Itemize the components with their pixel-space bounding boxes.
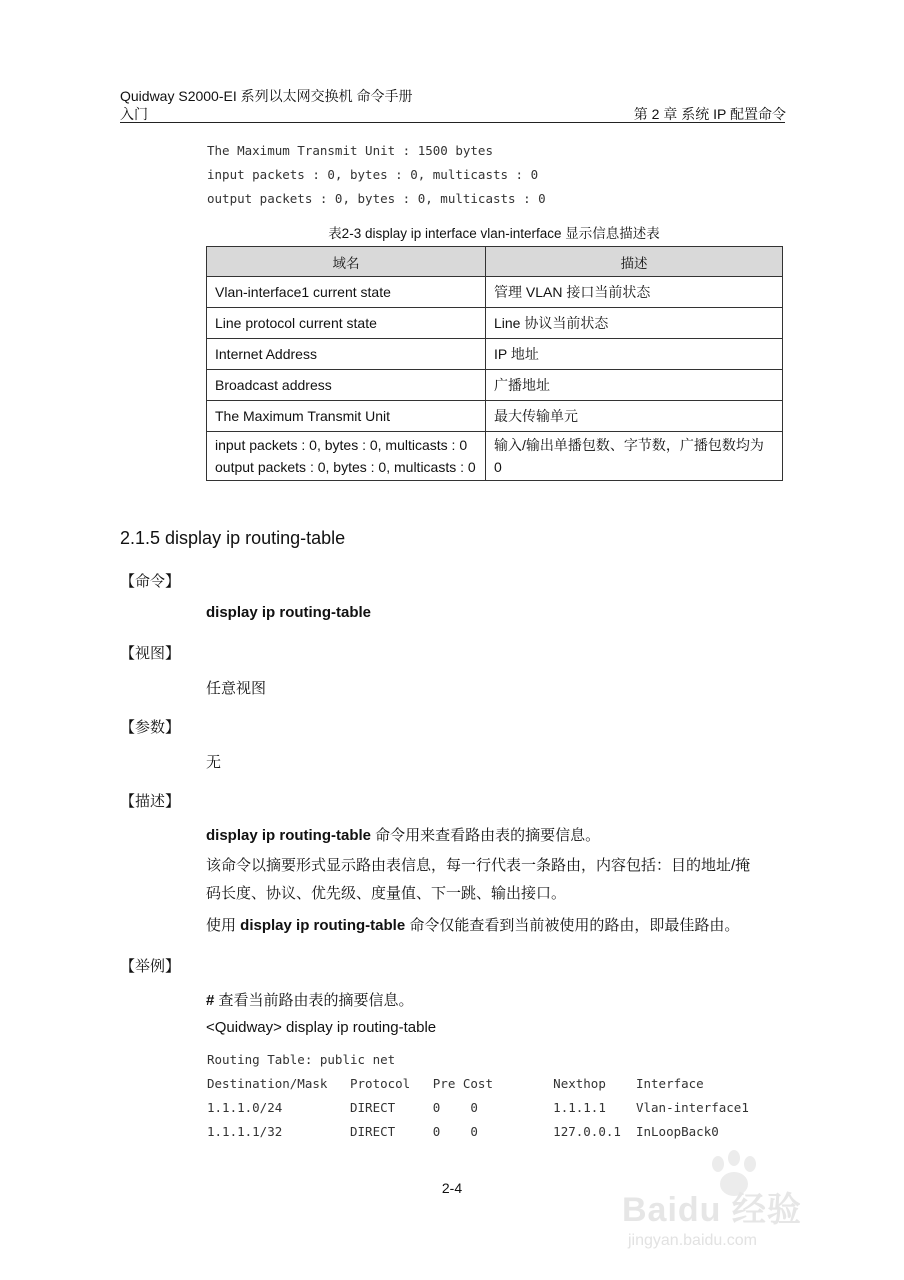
table-row	[207, 370, 783, 401]
table-cell-desc: 管理 VLAN 接口当前状态	[486, 277, 783, 308]
description-paragraph	[206, 914, 739, 935]
command-text: display ip routing-table	[206, 604, 372, 621]
description-paragraph	[206, 824, 600, 845]
command-inline: display ip routing-table	[240, 917, 406, 934]
description-label: 【描述】	[120, 793, 181, 810]
table-cell-field: Internet Address	[207, 339, 486, 370]
table-cell-field: Vlan-interface1 current state	[207, 277, 486, 308]
view-text: 任意视图	[206, 680, 267, 697]
watermark-brand: Baidu 经验	[622, 1191, 802, 1229]
params-label: 【参数】	[120, 719, 181, 736]
chapter-title: 第 2 章 系统 IP 配置命令	[633, 106, 786, 122]
description-text: 命令用来查看路由表的摘要信息。	[371, 827, 601, 844]
code-line: input packets : 0, bytes : 0, multicasts : 0	[207, 167, 539, 182]
table-cell-desc: IP 地址	[486, 339, 783, 370]
table-cell-desc: 广播地址	[486, 370, 783, 401]
description-line: 该命令以摘要形式显示路由表信息，每一行代表一条路由，内容包括：目的地址/掩	[206, 857, 751, 874]
table-cell-desc: 最大传输单元	[486, 401, 783, 432]
table-cell-field	[207, 432, 486, 481]
table-row	[207, 308, 783, 339]
description-text: 命令仅能查看到当前被使用的路由，即最佳路由。	[405, 917, 740, 934]
table-caption: 表2-3 display ip interface vlan-interface 显示信息描述表	[328, 226, 660, 241]
description-table	[206, 246, 783, 481]
example-label: 【举例】	[120, 958, 181, 975]
code-line: 1.1.1.1/32 DIRECT 0 0 127.0.0.1 InLoopBack0	[207, 1124, 719, 1139]
table-cell-field: Broadcast address	[207, 370, 486, 401]
description-text: 使用	[206, 917, 241, 934]
table-header-row	[207, 247, 783, 277]
table-cell-field: The Maximum Transmit Unit	[207, 401, 486, 432]
header-rule	[120, 122, 785, 123]
table-header-desc: 描述	[486, 247, 783, 277]
page-number: 2-4	[441, 1180, 463, 1196]
table-header-field: 域名	[207, 247, 486, 277]
code-line: 1.1.1.0/24 DIRECT 0 0 1.1.1.1 Vlan-interface1	[207, 1100, 749, 1115]
table-row	[207, 339, 783, 370]
view-label: 【视图】	[120, 645, 181, 662]
document-title: Quidway S2000-EI 系列以太网交换机 命令手册	[120, 88, 413, 104]
table-cell-line: input packets : 0, bytes : 0, multicasts : 0	[215, 437, 468, 453]
watermark-url: jingyan.baidu.com	[628, 1232, 757, 1249]
table-row	[207, 401, 783, 432]
code-line: The Maximum Transmit Unit : 1500 bytes	[207, 143, 493, 158]
example-command: <Quidway> display ip routing-table	[206, 1019, 437, 1036]
table-cell-line: output packets : 0, bytes : 0, multicasts : 0	[215, 459, 476, 475]
baidu-watermark	[622, 1150, 852, 1270]
example-comment-text: 查看当前路由表的摘要信息。	[214, 992, 414, 1009]
table-row	[207, 277, 783, 308]
table-row	[207, 432, 783, 481]
params-text: 无	[206, 754, 222, 771]
table-cell-desc: Line 协议当前状态	[486, 308, 783, 339]
table-cell-field: Line protocol current state	[207, 308, 486, 339]
code-line: Routing Table: public net	[207, 1052, 396, 1067]
command-label: 【命令】	[120, 573, 181, 590]
description-line: 码长度、协议、优先级、度量值、下一跳、输出接口。	[206, 885, 567, 902]
example-comment	[206, 989, 414, 1010]
table-cell-desc: 输入/输出单播包数、字节数，广播包数均为 0	[486, 432, 783, 481]
document-subtitle: 入门	[120, 106, 148, 122]
hash-symbol: #	[206, 992, 215, 1009]
section-title: 2.1.5 display ip routing-table	[120, 528, 346, 548]
command-inline: display ip routing-table	[206, 827, 372, 844]
code-line: output packets : 0, bytes : 0, multicasts : 0	[207, 191, 546, 206]
code-line: Destination/Mask Protocol Pre Cost Nexthop Interface	[207, 1076, 704, 1091]
